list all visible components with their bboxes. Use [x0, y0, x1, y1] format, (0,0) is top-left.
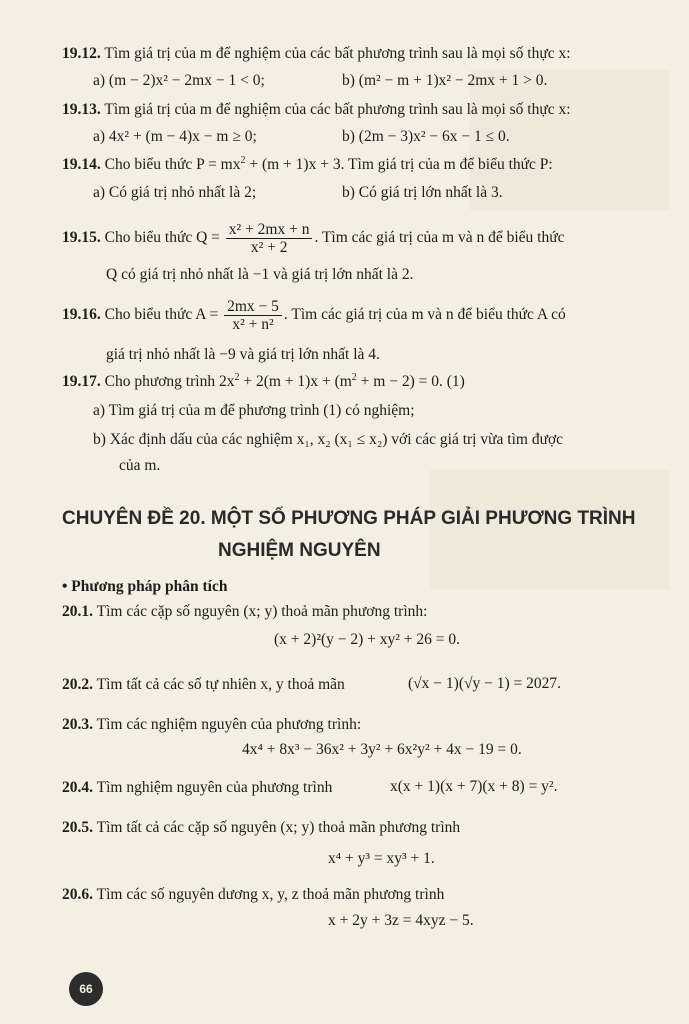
problem-19-12-a: a) (m − 2)x² − 2mx − 1 < 0; — [93, 72, 265, 89]
problem-19-12-b: b) (m² − m + 1)x² − 2mx + 1 > 0. — [342, 72, 548, 89]
problem-20-1: 20.1. Tìm các cặp số nguyên (x; y) thoả mãn phương trình: — [62, 603, 428, 620]
bleed-through-area — [430, 470, 670, 590]
problem-19-14: 19.14. Cho biểu thức $P = mx^2 + (m + 1)x + 3$. Tìm giá trị của m để biểu thức P: — [62, 154, 553, 173]
problem-19-15: 19.15. Cho biểu thức Q = $\frac{\text{x² + 2mx + n}}{\text{x² + 2}}$ . Tìm các giá trị của m và n để biểu thức — [62, 220, 565, 256]
equation-20-5: x⁴ + y³ = xy³ + 1. — [328, 850, 435, 867]
problem-19-17-b: b) Xác định dấu của các nghiệm x₁, x₂ (x₁ ≤ x₂) với các giá trị vừa tìm được — [93, 431, 564, 448]
problem-19-14-b: b) Có giá trị lớn nhất là 3. — [342, 184, 503, 201]
chapter-title-line1: CHUYÊN ĐỀ 20. MỘT SỐ PHƯƠNG PHÁP GIẢI PHƯƠNG TRÌNH — [62, 508, 636, 529]
chapter-title-line2: NGHIỆM NGUYÊN — [218, 540, 381, 561]
problem-20-6: 20.6. Tìm các số nguyên dương x, y, z thoả mãn phương trình — [62, 886, 445, 903]
equation-20-3: 4x⁴ + 8x³ − 36x² + 3y² + 6x²y² + 4x − 19 = 0. — [242, 741, 522, 758]
problem-20-3: 20.3. Tìm các nghiệm nguyên của phương trình: — [62, 716, 362, 733]
equation-20-2: (√x − 1)(√y − 1) = 2027. — [408, 675, 562, 692]
problem-19-17-a: a) Tìm giá trị của m để phương trình (1) có nghiệm; — [93, 402, 415, 419]
problem-19-14-a: a) Có giá trị nhỏ nhất là 2; — [93, 184, 257, 201]
problem-19-13-b: b) (2m − 3)x² − 6x − 1 ≤ 0. — [342, 128, 510, 145]
problem-19-17: 19.17. Cho phương trình $2x^2 + 2(m + 1)x + (m^2 + m - 2) = 0$. (1) — [62, 371, 465, 390]
problem-20-4: 20.4. Tìm nghiệm nguyên của phương trình — [62, 779, 333, 796]
problem-19-15-cont: Q có giá trị nhỏ nhất là −1 và giá trị lớn nhất là 2. — [106, 266, 414, 283]
problem-19-13-a: a) 4x² + (m − 4)x − m ≥ 0; — [93, 128, 257, 145]
fraction-q: $\frac{\text{x² + 2mx + n}}{\text{x² + 2}}$ — [226, 221, 313, 256]
problem-19-16: 19.16. Cho biểu thức A = $\frac{2mx - 5}{\text{x² + n²}}$ . Tìm các giá trị của m và n để biểu thức A có — [62, 297, 566, 333]
problem-19-12: 19.12. Tìm giá trị của m để nghiệm của các bất phương trình sau là mọi số thực x: — [62, 45, 571, 62]
method-heading: • Phương pháp phân tích — [62, 578, 228, 595]
equation-20-4: x(x + 1)(x + 7)(x + 8) = y². — [390, 778, 558, 795]
fraction-a: $\frac{2mx - 5}{\text{x² + n²}}$ — [224, 298, 282, 333]
equation-20-6: x + 2y + 3z = 4xyz − 5. — [328, 912, 474, 929]
problem-19-16-cont: giá trị nhỏ nhất là −9 và giá trị lớn nhất là 4. — [106, 346, 380, 363]
problem-20-2: 20.2. Tìm tất cả các số tự nhiên x, y thoả mãn — [62, 676, 345, 693]
problem-20-5: 20.5. Tìm tất cả các cặp số nguyên (x; y) thoả mãn phương trình — [62, 819, 461, 836]
problem-19-17-b-cont: của m. — [119, 457, 161, 474]
equation-20-1: (x + 2)²(y − 2) + xy² + 26 = 0. — [274, 631, 461, 648]
page-number-badge: 66 — [69, 972, 103, 1006]
problem-19-13: 19.13. Tìm giá trị của m để nghiệm của các bất phương trình sau là mọi số thực x: — [62, 101, 571, 118]
